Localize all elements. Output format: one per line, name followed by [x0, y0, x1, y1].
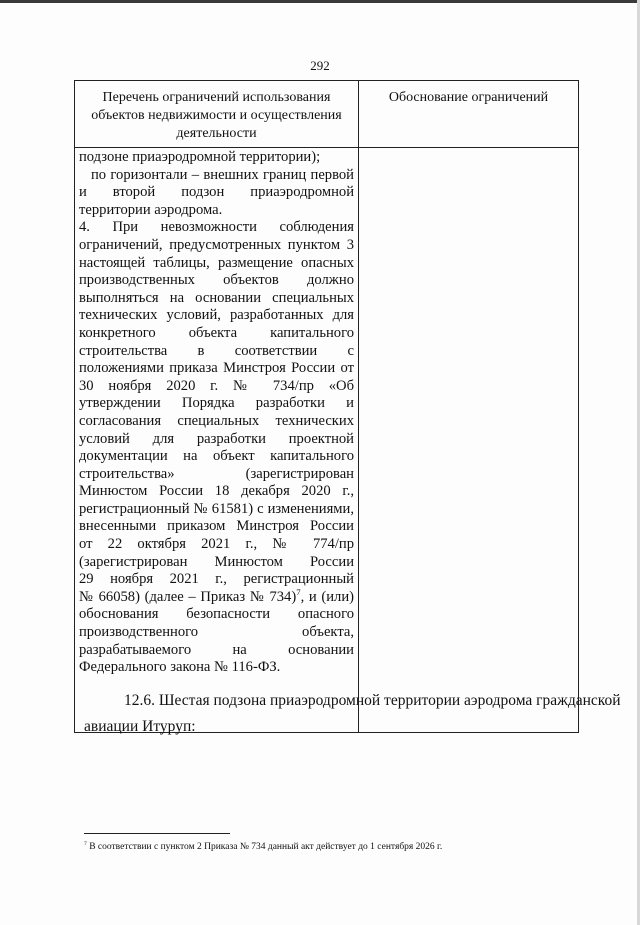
text-fragment: № 66058) (далее – Приказ № 734) [79, 588, 297, 605]
text-line: 29 ноября 2021 г., регистрационный [79, 571, 354, 588]
text-line: разрабатываемого на основании [79, 641, 354, 658]
text-line-with-footnote [79, 586, 354, 607]
text-line: подзоне приаэродромной территории); [79, 149, 321, 165]
section-paragraph [84, 688, 621, 740]
table-row [75, 148, 579, 733]
footnote-mark: 7 [84, 840, 87, 847]
text-line: производственного объекта, [79, 624, 354, 641]
footnote [84, 841, 578, 853]
text-line: утверждении Порядка разработки и [79, 395, 354, 412]
text-line: регистрационный № 61581) с изменениями, [79, 500, 354, 517]
section-heading-line: 12.6. Шестая подзона приаэродромной территории аэродрома гражданской [124, 692, 621, 709]
text-line: 30 ноября 2020 г. № 734/пр «Об [79, 377, 354, 394]
footnote-text: В соответствии с пунктом 2 Приказа № 734 данный акт действует до 1 сентября 2026 г. [86, 842, 443, 852]
text-line: от 22 октября 2021 г., № 774/пр [79, 536, 354, 553]
text-line: Федерального закона № 116-ФЗ. [79, 659, 281, 676]
scan-top-edge [0, 0, 640, 3]
text-line: Минюстом России 18 декабря 2020 г., [79, 483, 354, 500]
text-line: настоящей таблицы, размещение опасных [79, 254, 354, 271]
text-line: внесенными приказом Минстроя России [79, 518, 354, 535]
header-restrictions-line: объектов недвижимости и осуществления [91, 108, 342, 123]
justification-cell [359, 148, 579, 733]
header-restrictions-line: Перечень ограничений использования [102, 90, 331, 105]
text-line: конкретного объекта капитального [79, 324, 354, 341]
text-line: технических условий, разработанных для [79, 307, 354, 324]
restrictions-table [74, 80, 621, 733]
header-justification: Обоснование ограничений [359, 81, 579, 148]
text-line: строительства в соответствии с [79, 342, 354, 359]
text-line: (зарегистрирован Минюстом России [79, 553, 354, 570]
header-restrictions-line: деятельности [176, 126, 257, 141]
text-line: строительства» (зарегистрирован [79, 465, 354, 482]
text-line: документации на объект капитального [79, 448, 354, 465]
text-fragment: , и (или) [300, 588, 354, 605]
text-line: условий для разработки проектной [79, 430, 354, 447]
footnote-separator [84, 833, 230, 834]
text-line: 4. При невозможности соблюдения [79, 219, 354, 236]
header-restrictions [75, 81, 359, 148]
page-number: 292 [310, 58, 330, 73]
footnote-reference: 7 [296, 586, 301, 597]
text-line: положениями приказа Минстроя России от [79, 360, 354, 377]
text-line: согласования специальных технических [79, 412, 354, 429]
text-line: обоснования безопасности опасного [79, 606, 354, 623]
table-header-row [75, 81, 579, 148]
restrictions-text [75, 148, 358, 677]
text-line: ограничений, предусмотренных пунктом 3 [79, 236, 354, 253]
restrictions-cell [75, 148, 359, 733]
text-line: и второй подзон приаэродромной [79, 184, 354, 201]
section-heading-line: авиации Итуруп: [84, 718, 196, 735]
text-line: выполняться на основании специальных [79, 289, 354, 306]
text-line: производственных объектов должно [79, 272, 354, 289]
text-line: по горизонтали – внешних границ первой [91, 166, 354, 183]
text-line: территории аэродрома. [79, 201, 223, 218]
